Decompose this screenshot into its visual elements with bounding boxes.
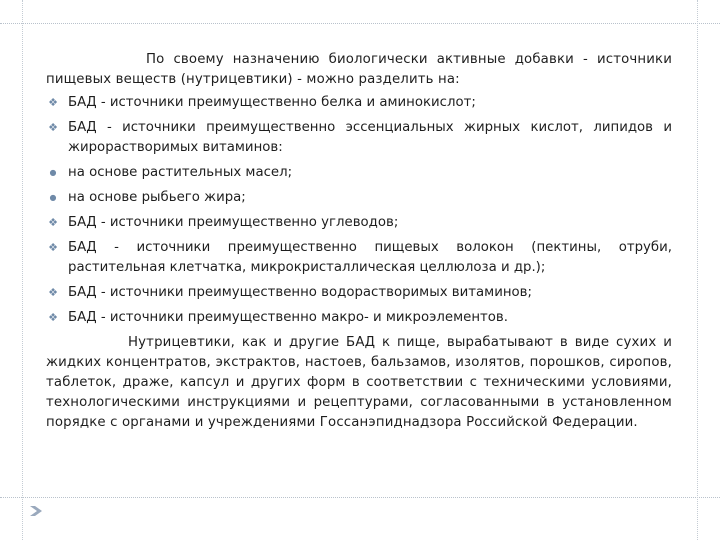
list-item-text: БАД - источники преимущественно макро- и микроэлементов.	[68, 310, 508, 325]
list-item	[46, 213, 672, 233]
diamond-bullet-icon: ❖	[48, 241, 58, 254]
list-item	[46, 238, 672, 278]
list-item	[46, 163, 672, 183]
dot-bullet-icon: ●	[49, 193, 57, 202]
slide-frame-right-line	[697, 0, 698, 540]
list-item-text: на основе растительных масел;	[68, 165, 293, 180]
diamond-bullet-icon: ❖	[48, 121, 58, 134]
list-item	[46, 283, 672, 303]
dot-bullet-icon: ●	[49, 168, 57, 177]
list-item	[46, 308, 672, 328]
diamond-bullet-icon: ❖	[48, 216, 58, 229]
slide-content	[46, 50, 672, 433]
list-item-text: БАД - источники преимущественно водорастворимых витаминов;	[68, 285, 532, 300]
bullet-list	[46, 93, 672, 328]
diamond-bullet-icon: ❖	[48, 286, 58, 299]
slide-frame-bottom-line	[0, 497, 720, 498]
slide-frame-top-line	[0, 23, 720, 24]
slide-frame-left-line	[22, 0, 23, 540]
list-item-text: БАД - источники преимущественно белка и аминокислот;	[68, 95, 476, 110]
intro-paragraph: По своему назначению биологически активные добавки - источники пищевых веществ (нутрицевтики) - можно разделить на:	[46, 52, 672, 87]
list-item-text: БАД - источники преимущественно углеводов;	[68, 215, 399, 230]
diamond-bullet-icon: ❖	[48, 96, 58, 109]
list-item-text: БАД - источники преимущественно эссенциальных жирных кислот, липидов и жирорастворимых витаминов:	[68, 120, 672, 155]
list-item	[46, 118, 672, 158]
list-item	[46, 188, 672, 208]
list-item-text: на основе рыбьего жира;	[68, 190, 246, 205]
list-item	[46, 93, 672, 113]
list-item-text: БАД - источники преимущественно пищевых волокон (пектины, отруби, растительная клетчатка, микрокристаллическая целлюлоза и др.);	[68, 240, 672, 275]
diamond-bullet-icon: ❖	[48, 311, 58, 324]
outro-paragraph: Нутрицевтики, как и другие БАД к пище, вырабатывают в виде сухих и жидких концентратов, экстрактов, настоев, бальзамов, изолятов, порошков, сиропов, таблеток, драже, капсул и других форм в соответствии с техническими условиями, технологическими инструкциями и рецептурами, согласованными в установленном порядке с органами и учреждениями Госсанэпиднадзора Российской Федерации.	[46, 335, 672, 430]
navigation-arrow-icon[interactable]	[28, 503, 44, 519]
